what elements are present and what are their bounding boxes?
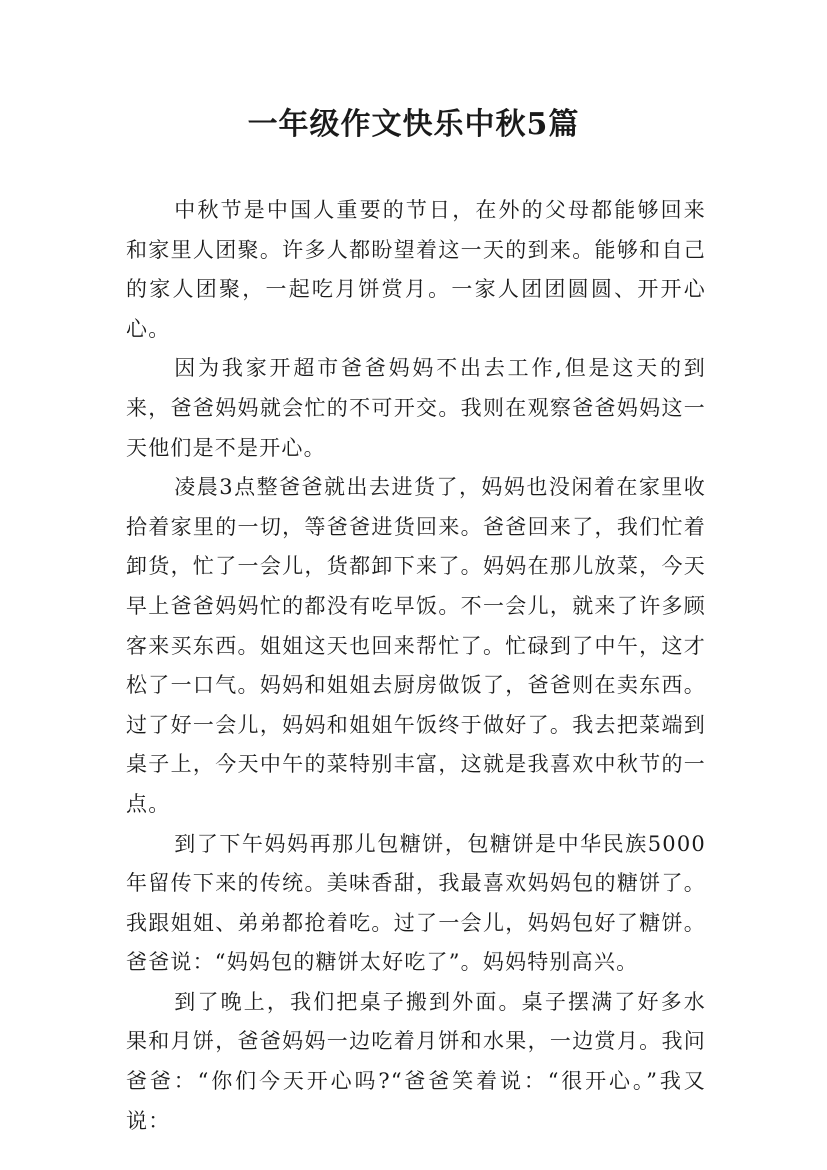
document-body	[126, 191, 706, 1141]
paragraph: 凌晨3点整爸爸就出去进货了，妈妈也没闲着在家里收拾着家里的一切，等爸爸进货回来。爸爸回来了，我们忙着卸货，忙了一会儿，货都卸下来了。妈妈在那儿放菜，今天早上爸爸妈妈忙的都没有吃早饭。不一会儿，就来了许多顾客来买东西。姐姐这天也回来帮忙了。忙碌到了中午，这才松了一口气。妈妈和姐姐去厨房做饭了，爸爸则在卖东西。过了好一会儿，妈妈和姐姐午饭终于做好了。我去把菜端到桌子上，今天中午的菜特别丰富，这就是我喜欢中秋节的一点。	[126, 475, 706, 816]
paragraph: 中秋节是中国人重要的节日，在外的父母都能够回来和家里人团聚。许多人都盼望着这一天的到来。能够和自己的家人团聚，一起吃月饼赏月。一家人团团圆圆、开开心心。	[126, 198, 706, 341]
document-title: 一年级作文快乐中秋5篇	[247, 107, 580, 142]
paragraph: 到了晚上，我们把桌子搬到外面。桌子摆满了好多水果和月饼，爸爸妈妈一边吃着月饼和水果，一边赏月。我问爸爸：“你们今天开心吗?“爸爸笑着说：“很开心。”我又说：	[126, 989, 706, 1133]
paragraph: 到了下午妈妈再那儿包糖饼，包糖饼是中华民族5000年留传下来的传统。美味香甜，我最喜欢妈妈包的糖饼了。我跟姐姐、弟弟都抢着吃。过了一会儿，妈妈包好了糖饼。爸爸说：“妈妈包的糖饼太好吃了”。妈妈特别高兴。	[126, 831, 706, 975]
paragraph: 因为我家开超市爸爸妈妈不出去工作,但是这天的到来，爸爸妈妈就会忙的不可开交。我则在观察爸爸妈妈这一天他们是不是开心。	[126, 356, 706, 460]
